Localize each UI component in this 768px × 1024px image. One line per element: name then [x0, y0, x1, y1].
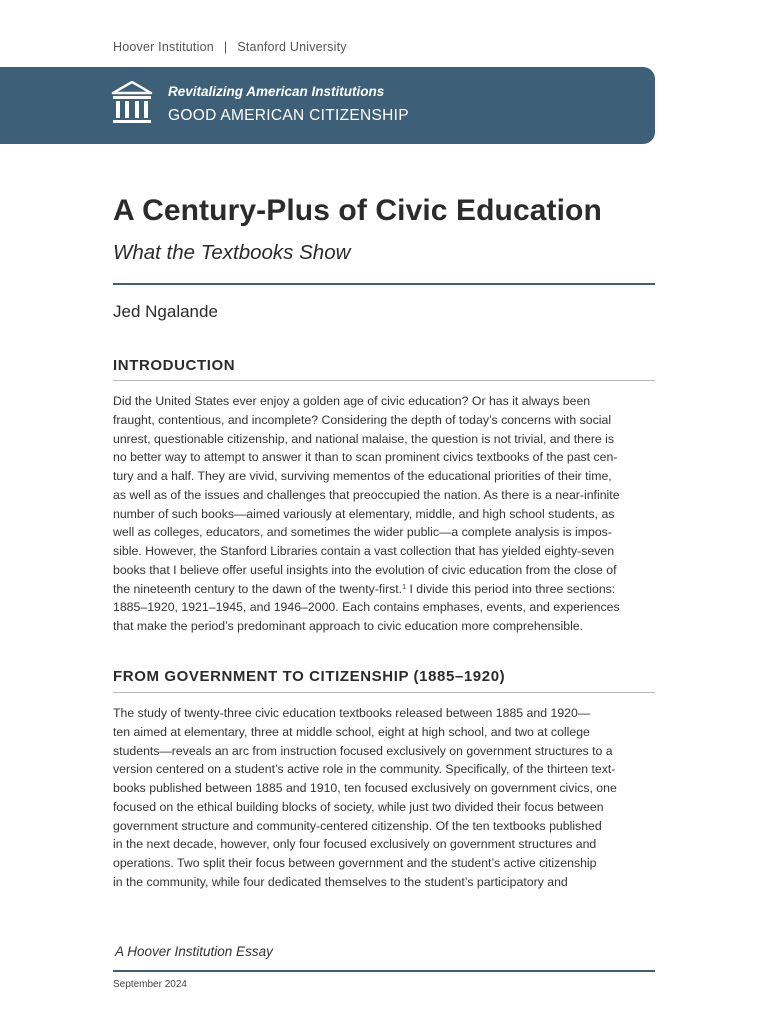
university-name: Stanford University — [237, 40, 347, 54]
text-line: students—reveals an arc from instruction focused exclusively on government structures to a — [113, 743, 613, 758]
text-line: that make the period’s predominant approach to civic education more comprehensible. — [113, 619, 584, 633]
publication-date: September 2024 — [113, 979, 187, 990]
section-divider — [113, 692, 655, 693]
text-line-end: I divide this period into three sections: — [406, 581, 616, 596]
text-line: in the next decade, however, only four focused exclusively on government structures and — [113, 837, 597, 852]
text-line: books that I believe offer useful insights into the evolution of civic education from the close of — [113, 562, 617, 577]
header-separator: | — [223, 40, 228, 54]
text-line: 1885–1920, 1921–1945, and 1946–2000. Each contains emphases, events, and experiences — [113, 600, 620, 615]
page-subtitle: What the Textbooks Show — [113, 241, 351, 264]
section-heading-government-to-citizenship: FROM GOVERNMENT TO CITIZENSHIP (1885–1920) — [113, 668, 506, 685]
series-title: Revitalizing American Institutions — [168, 84, 385, 99]
text-line: unrest, questionable citizenship, and national malaise, the question is not trivial, and there is — [113, 431, 615, 446]
text-line: Did the United States ever enjoy a golden age of civic education? Or has it always been — [113, 394, 591, 408]
text-line: fraught, contentious, and incomplete? Considering the depth of today’s concerns with social — [113, 412, 612, 427]
essay-series-label: A Hoover Institution Essay — [115, 944, 273, 959]
footer-divider — [113, 970, 655, 972]
text-line: sible. However, the Stanford Libraries contain a vast collection that has yielded eighty-seven — [113, 544, 615, 558]
introduction-paragraph — [113, 392, 661, 636]
text-line-with-footnote — [113, 580, 661, 599]
text-line: in the community, while four dedicated themselves to the student’s participatory and — [113, 874, 568, 889]
text-line: number of such books—aimed variously at elementary, middle, and high school students, as — [113, 506, 615, 521]
text-line: version centered on a student’s active role in the community. Specifically, of the thirteen text- — [113, 762, 616, 777]
text-line-start: the nineteenth century to the dawn of the twenty-first. — [113, 581, 403, 596]
series-banner — [0, 67, 655, 144]
text-line: focused on the ethical building blocks of society, while just two divided their focus between — [113, 799, 604, 814]
author-name: Jed Ngalande — [113, 302, 218, 321]
building-columns-icon — [111, 81, 153, 127]
government-to-citizenship-paragraph — [113, 704, 661, 892]
text-line: as well as of the issues and challenges that preoccupied the nation. As there is a near-infinite — [113, 487, 620, 502]
page-title: A Century-Plus of Civic Education — [113, 194, 602, 227]
text-line: tury and a half. They are vivid, surviving mementos of the educational priorities of their time, — [113, 469, 612, 483]
text-line: operations. Two split their focus between government and the student’s active citizenship — [113, 856, 597, 870]
text-line: well as colleges, educators, and sometimes the wider public—a complete analysis is impos- — [113, 525, 612, 540]
title-divider — [113, 283, 655, 285]
text-line: ten aimed at elementary, three at middle school, eight at high school, and two at college — [113, 724, 590, 739]
series-subtitle: GOOD AMERICAN CITIZENSHIP — [168, 107, 409, 124]
text-line: government structure and community-centered citizenship. Of the ten textbooks published — [113, 818, 602, 833]
text-line: books published between 1885 and 1910, ten focused exclusively on government civics, one — [113, 781, 617, 795]
section-divider — [113, 380, 655, 381]
text-line: The study of twenty-three civic education textbooks released between 1885 and 1920— — [113, 706, 591, 720]
institution-name: Hoover Institution — [113, 40, 214, 54]
footnote-marker[interactable]: 1 — [402, 583, 407, 591]
header-affiliation — [113, 40, 347, 54]
section-heading-introduction: INTRODUCTION — [113, 357, 236, 374]
text-line: no better way to attempt to answer it than to scan prominent civics textbooks of the past cen- — [113, 450, 618, 465]
